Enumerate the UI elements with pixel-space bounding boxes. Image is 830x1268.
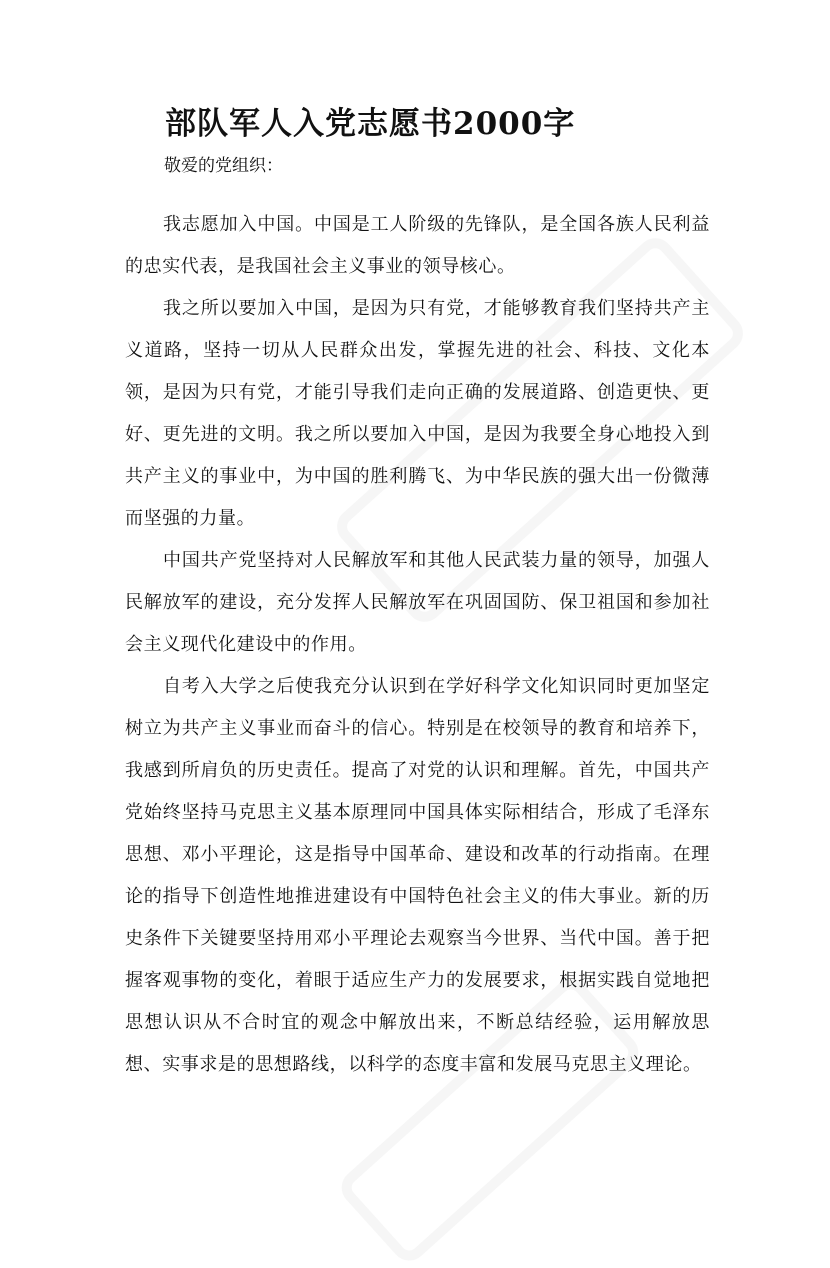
salutation: 敬爱的党组织： (164, 156, 283, 176)
paragraph: 我之所以要加入中国，是因为只有党，才能够教育我们坚持共产主义道路，坚持一切从人民群众出发，掌握先进的社会、科技、文化本领，是因为只有党，才能引导我们走向正确的发展道路、创造更快、更好、更先进的文明。我之所以要加入中国，是因为我要全身心地投入到共产主义的事业中，为中国的胜利腾飞、为中华民族的强大出一份微薄而坚强的力量。 (125, 298, 710, 529)
document-body (125, 92, 710, 1086)
paragraph: 我志愿加入中国。中国是工人阶级的先锋队，是全国各族人民利益的忠实代表，是我国社会主义事业的领导核心。 (125, 214, 710, 277)
paragraph: 自考入大学之后使我充分认识到在学好科学文化知识同时更加坚定树立为共产主义事业而奋斗的信心。特别是在校领导的教育和培养下，我感到所肩负的历史责任。提高了对党的认识和理解。首先，中国共产党始终坚持马克思主义基本原理同中国具体实际相结合，形成了毛泽东思想、邓小平理论，这是指导中国革命、建设和改革的行动指南。在理论的指导下创造性地推进建设有中国特色社会主义的伟大事业。新的历史条件下关键要坚持用邓小平理论去观察当今世界、当代中国。善于把握客观事物的变化，着眼于适应生产力的发展要求，根据实践自觉地把思想认识从不合时宜的观念中解放出来，不断总结经验，运用解放思想、实事求是的思想路线，以科学的态度丰富和发展马克思主义理论。 (125, 676, 710, 1075)
paragraph: 中国共产党坚持对人民解放军和其他人民武装力量的领导，加强人民解放军的建设，充分发挥人民解放军在巩固国防、保卫祖国和参加社会主义现代化建设中的作用。 (125, 550, 710, 655)
document-title: 部队军人入党志愿书2000字 (165, 106, 576, 142)
